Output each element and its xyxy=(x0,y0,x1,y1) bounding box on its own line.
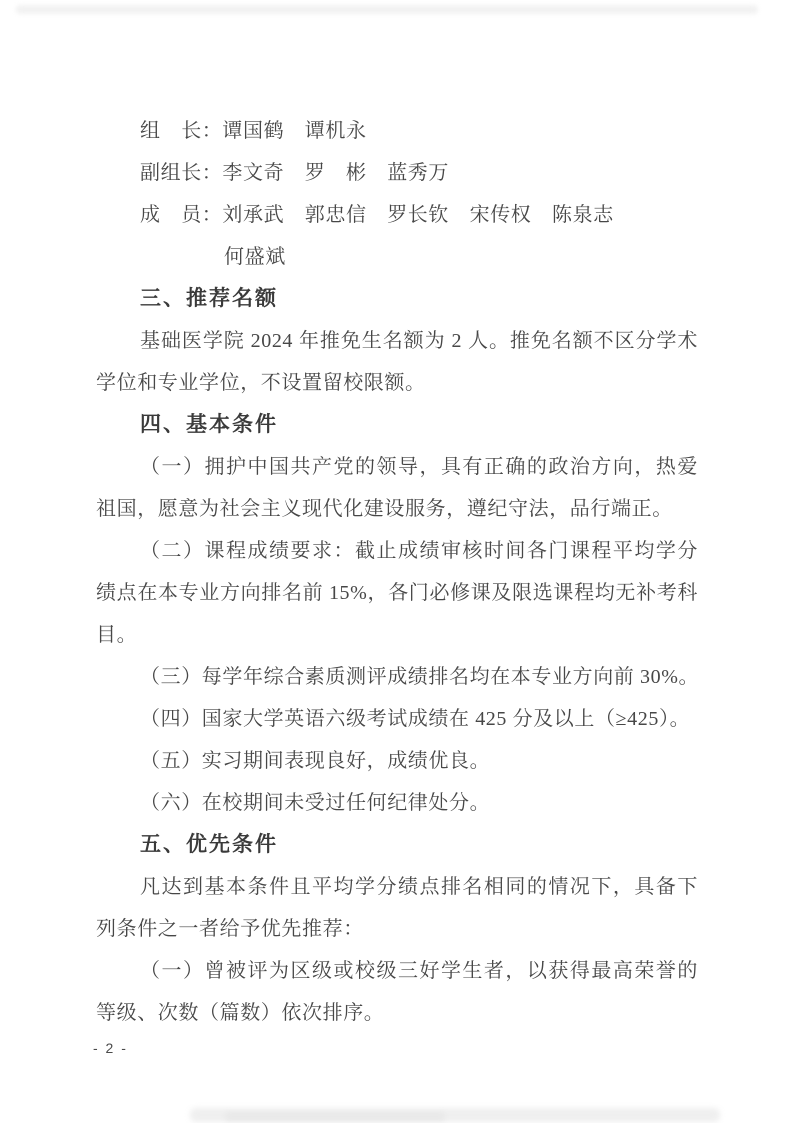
quota-paragraph-line: 学位和专业学位，不设置留校限额。 xyxy=(96,372,426,394)
condition-5-line: （五）实习期间表现良好，成绩优良。 xyxy=(140,750,491,772)
committee-leader-line: 组 长：谭国鹤 谭机永 xyxy=(140,120,367,142)
committee-members-line: 成 员：刘承武 郭忠信 罗长钦 宋传权 陈泉志 xyxy=(140,204,614,226)
scan-artifact-bottom-dark xyxy=(225,1112,445,1121)
committee-deputy-line: 副组长：李文奇 罗 彬 蓝秀万 xyxy=(140,162,449,184)
condition-6-line: （六）在校期间未受过任何纪律处分。 xyxy=(140,792,491,814)
condition-2-line: （二）课程成绩要求：截止成绩审核时间各门课程平均学分 xyxy=(140,540,698,562)
condition-1-line: （一）拥护中国共产党的领导，具有正确的政治方向，热爱 xyxy=(140,456,698,478)
page-number: - 2 - xyxy=(93,1040,128,1056)
condition-1-line: 祖国，愿意为社会主义现代化建设服务，遵纪守法，品行端正。 xyxy=(96,498,673,520)
priority-intro-line: 列条件之一者给予优先推荐： xyxy=(96,918,364,940)
priority-1-line: （一）曾被评为区级或校级三好学生者，以获得最高荣誉的 xyxy=(140,960,698,982)
priority-1-line: 等级、次数（篇数）依次排序。 xyxy=(96,1002,385,1024)
committee-members-continued-line: 何盛斌 xyxy=(224,246,286,268)
priority-intro-line: 凡达到基本条件且平均学分绩点排名相同的情况下，具备下 xyxy=(140,876,698,898)
quota-paragraph-line: 基础医学院 2024 年推免生名额为 2 人。推免名额不区分学术 xyxy=(140,330,698,352)
section-heading-5-priority-conditions: 五、优先条件 xyxy=(140,833,278,856)
condition-4-line: （四）国家大学英语六级考试成绩在 425 分及以上（≥425）。 xyxy=(140,708,691,730)
section-heading-4-basic-conditions: 四、基本条件 xyxy=(140,413,278,436)
document-body xyxy=(96,0,698,1034)
section-heading-3-quota: 三、推荐名额 xyxy=(140,287,278,310)
condition-3-line: （三）每学年综合素质测评成绩排名均在本专业方向前 30%。 xyxy=(140,666,700,688)
condition-2-line: 绩点在本专业方向排名前 15%，各门必修课及限选课程均无补考科 xyxy=(96,582,698,604)
condition-2-line: 目。 xyxy=(96,624,138,646)
